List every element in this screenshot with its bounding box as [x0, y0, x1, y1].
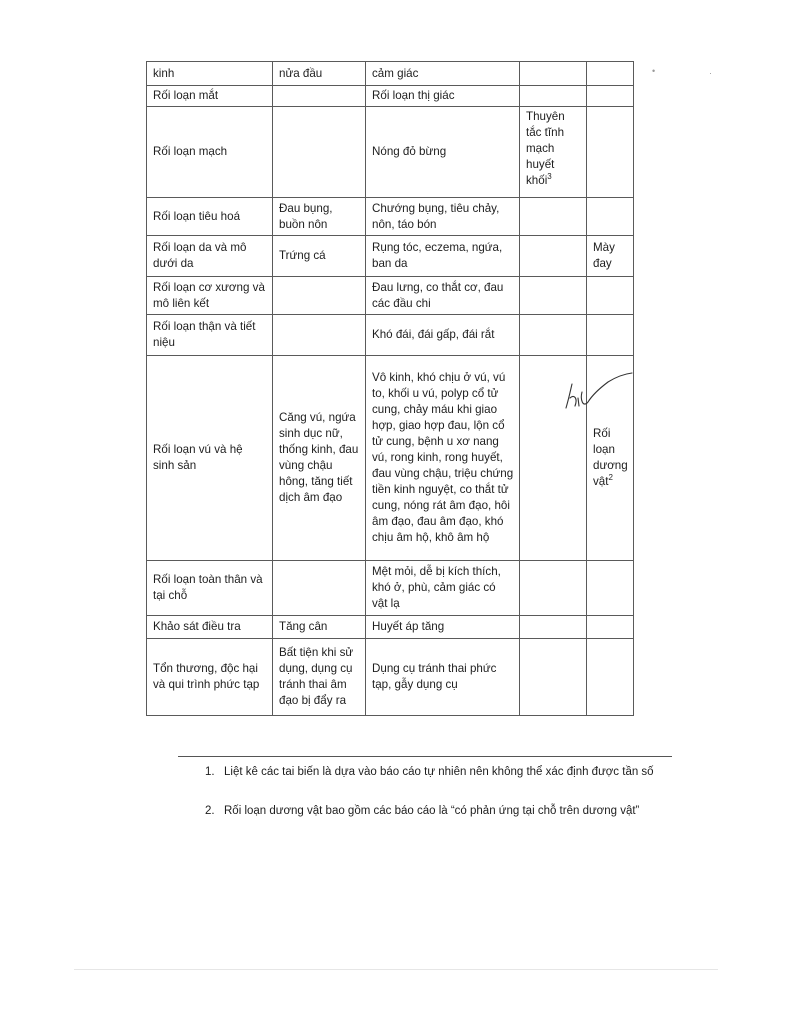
handwritten-signature — [560, 368, 640, 412]
unknown-cell-text: Rối loạn dương vật — [593, 427, 628, 488]
organ-cell: Rối loạn toàn thân và tại chỗ — [147, 561, 273, 616]
scan-dot: · — [709, 68, 712, 78]
table-row — [147, 315, 634, 356]
rare-cell — [520, 62, 587, 86]
footnote-number: 1. — [205, 766, 215, 778]
uncommon-cell: Mệt mỏi, dễ bị kích thích, khó ở, phù, cảm giác có vật lạ — [366, 561, 520, 616]
rare-cell — [520, 236, 587, 277]
footnote-2 — [205, 803, 675, 820]
footnote-text: Liệt kê các tai biến là dựa vào báo cáo tự nhiên nên không thể xác định được tần số — [224, 766, 654, 778]
common-cell — [273, 86, 366, 107]
unknown-cell — [587, 107, 634, 198]
footnote-text: Rối loạn dương vật bao gồm các báo cáo là “có phản ứng tại chỗ trên dương vật” — [224, 805, 640, 817]
rare-cell-text: Thuyên tắc tĩnh mạch huyết khối — [526, 110, 565, 187]
rare-cell — [520, 616, 587, 639]
table-row — [147, 62, 634, 86]
uncommon-cell: Rụng tóc, eczema, ngứa, ban da — [366, 236, 520, 277]
uncommon-cell: Đau lưng, co thắt cơ, đau các đầu chi — [366, 277, 520, 315]
organ-cell: Rối loạn vú và hệ sinh sản — [147, 356, 273, 561]
rare-cell — [520, 198, 587, 236]
organ-cell: Rối loạn tiêu hoá — [147, 198, 273, 236]
table-row — [147, 561, 634, 616]
common-cell — [273, 315, 366, 356]
unknown-cell — [587, 198, 634, 236]
footnote-divider — [178, 756, 672, 757]
table-row — [147, 86, 634, 107]
common-cell — [273, 561, 366, 616]
unknown-cell — [587, 315, 634, 356]
footnote-1 — [205, 764, 675, 781]
rare-cell — [520, 639, 587, 716]
unknown-cell — [587, 639, 634, 716]
table-row — [147, 236, 634, 277]
uncommon-cell: cảm giác — [366, 62, 520, 86]
unknown-cell — [587, 561, 634, 616]
organ-cell: Rối loạn thận và tiết niệu — [147, 315, 273, 356]
table-row — [147, 616, 634, 639]
unknown-cell: Mày đay — [587, 236, 634, 277]
rare-cell — [520, 315, 587, 356]
common-cell: Bất tiện khi sử dụng, dụng cụ tránh thai âm đạo bị đẩy ra — [273, 639, 366, 716]
scan-dot: • — [652, 66, 656, 76]
uncommon-cell: Khó đái, đái gấp, đái rắt — [366, 315, 520, 356]
footnote-ref: 2 — [608, 473, 613, 483]
table-row — [147, 107, 634, 198]
organ-cell: Tổn thương, độc hại và qui trình phức tạp — [147, 639, 273, 716]
unknown-cell — [587, 277, 634, 315]
table-row — [147, 639, 634, 716]
common-cell: Căng vú, ngứa sinh dục nữ, thống kinh, đau vùng chậu hông, tăng tiết dịch âm đạo — [273, 356, 366, 561]
common-cell — [273, 107, 366, 198]
common-cell: Tăng cân — [273, 616, 366, 639]
uncommon-cell: Vô kinh, khó chịu ở vú, vú to, khối u vú, polyp cổ tử cung, chảy máu khi giao hợp, giao hợp đau, lộn cổ tử cung, bệnh u xơ nang vú, rong kinh, rong huyết, đau vùng chậu, triệu chứng tiền kinh nguyệt, co thắt tử cung, nóng rát âm đạo, hôi âm đạo, đau âm đạo, khó chịu âm hộ, khô âm hộ — [366, 356, 520, 561]
footnote-number: 2. — [205, 805, 215, 817]
common-cell: nửa đầu — [273, 62, 366, 86]
uncommon-cell: Chướng bụng, tiêu chảy, nôn, táo bón — [366, 198, 520, 236]
uncommon-cell: Dụng cụ tránh thai phức tạp, gẫy dụng cụ — [366, 639, 520, 716]
rare-cell — [520, 561, 587, 616]
organ-cell: Rối loạn da và mô dưới da — [147, 236, 273, 277]
unknown-cell — [587, 62, 634, 86]
unknown-cell — [587, 86, 634, 107]
table-row — [147, 277, 634, 315]
scan-edge-line — [74, 969, 718, 970]
common-cell: Đau bụng, buồn nôn — [273, 198, 366, 236]
rare-cell — [520, 86, 587, 107]
organ-cell: kinh — [147, 62, 273, 86]
common-cell: Trứng cá — [273, 236, 366, 277]
organ-cell: Rối loạn cơ xương và mô liên kết — [147, 277, 273, 315]
organ-cell: Khảo sát điều tra — [147, 616, 273, 639]
rare-cell — [520, 107, 587, 198]
footnote-ref: 3 — [547, 172, 552, 182]
common-cell — [273, 277, 366, 315]
uncommon-cell: Huyết áp tăng — [366, 616, 520, 639]
rare-cell — [520, 277, 587, 315]
unknown-cell — [587, 616, 634, 639]
uncommon-cell: Rối loạn thị giác — [366, 86, 520, 107]
table-row — [147, 198, 634, 236]
organ-cell: Rối loạn mắt — [147, 86, 273, 107]
uncommon-cell: Nóng đỏ bừng — [366, 107, 520, 198]
organ-cell: Rối loạn mạch — [147, 107, 273, 198]
